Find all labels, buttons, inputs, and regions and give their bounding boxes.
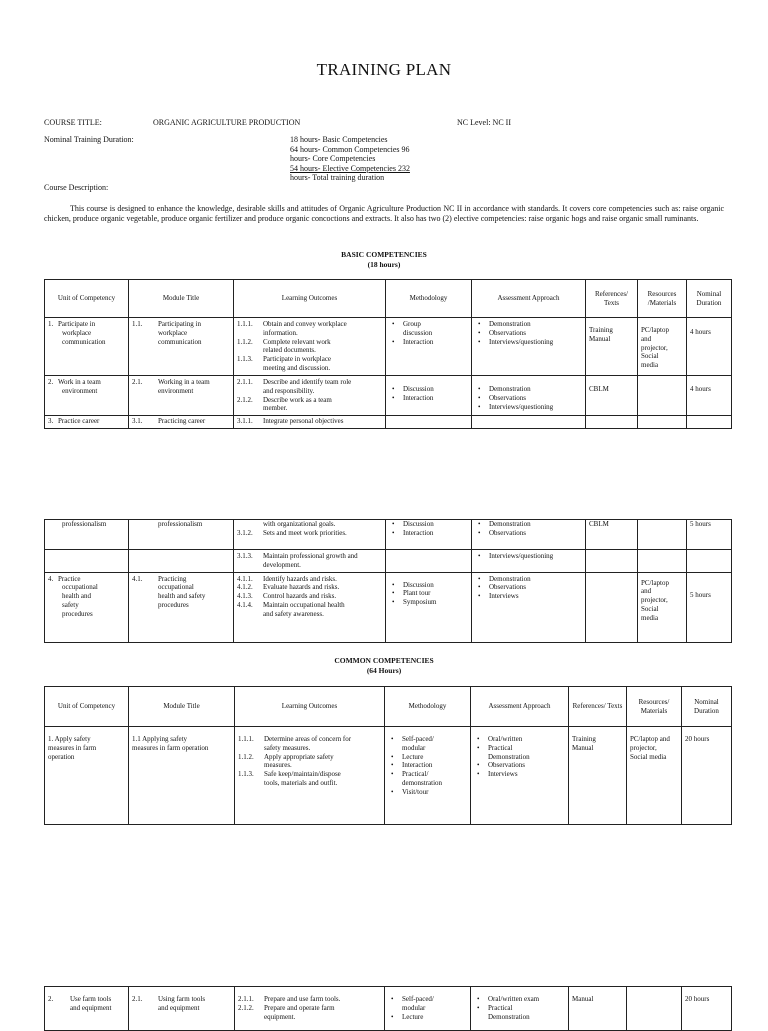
duration-cell: 4 hours (687, 318, 732, 376)
bullet-item: • Interaction (389, 338, 468, 347)
bullet-item: • Interviews (475, 592, 582, 601)
module-cell: 1.1. Participating in workplace communication (129, 318, 234, 376)
bullet-item: • Interviews/questioning (475, 552, 582, 561)
methodology-cell: • Self-paced/ modular • Lecture • Interaction • Practical/ demonstration • Visit/tour (385, 727, 471, 825)
common-competencies-heading: COMMON COMPETENCIES (334, 656, 434, 665)
col-header-unit: Unit of Competency (45, 280, 129, 318)
outcomes-cell: 1.1.1. Determine areas of concern for safety measures. 1.1.2. Apply appropriate safety measures. 1.1.3. Safe keep/maintain/dispose tools, materials and outfit. (235, 727, 385, 825)
col-header-duration: Nominal Duration (682, 687, 732, 727)
col-header-methodology: Methodology (386, 280, 472, 318)
bullet-item: • Observations (474, 761, 565, 770)
duration-cell: 5 hours (687, 572, 732, 642)
duration-lines (290, 135, 410, 183)
empty-cell (638, 550, 687, 573)
table-row (45, 572, 732, 642)
bullet-item: • Interaction (389, 394, 468, 403)
basic-competencies-hours: (18 hours) (367, 260, 401, 269)
outcomes-cell: 2.1.1. Describe and identify team role and responsibility. 2.1.2. Describe work as a team member. (234, 376, 386, 416)
bullet-item: • Practical (474, 1004, 565, 1013)
bullet-item: • Discussion (389, 520, 468, 529)
bullet-item: • Lecture (388, 1013, 467, 1022)
col-header-module: Module Title (129, 687, 235, 727)
module-cell: professionalism (129, 520, 234, 550)
unit-cell: 4. Practice occupational health and safety procedures (45, 572, 129, 642)
table-row (45, 376, 732, 416)
table-row (45, 550, 732, 573)
common-competencies-table-continued (44, 986, 732, 1031)
bullet-item: • Self-paced/ (388, 995, 467, 1004)
unit-cell: 1. Participate in workplace communication (45, 318, 129, 376)
course-title-value: ORGANIC AGRICULTURE PRODUCTION (153, 118, 301, 127)
methodology-cell (386, 376, 472, 416)
duration-line: 18 hours- Basic Competencies (290, 135, 388, 144)
outcomes-cell: with organizational goals. 3.1.2. Sets and meet work priorities. (234, 520, 386, 550)
bullet-item: • Observations (475, 394, 582, 403)
table-row (45, 727, 732, 825)
course-description: This course is designed to enhance the knowledge, desirable skills and attitudes of Organic Agriculture Production NC II in accordance with standards. It covers core competencies such as: raise organic chicken, produce organic vegetable, produce organic fertilizer and produce organic concoctions and extracts. It also has two (2) elective competencies: raise organic hogs and raise organic small ruminants. (44, 204, 724, 223)
duration-cell: 4 hours (687, 376, 732, 416)
resources-cell: PC/laptop and projector, Social media (627, 727, 682, 825)
unit-cell: 2. Work in a team environment (45, 376, 129, 416)
empty-cell (586, 572, 638, 642)
module-cell: 3.1. Practicing career (129, 416, 234, 429)
empty-cell (386, 550, 472, 573)
module-cell: 1.1 Applying safety measures in farm operation (129, 727, 235, 825)
empty-cell (586, 550, 638, 573)
col-header-assessment: Assessment Approach (471, 687, 569, 727)
empty-cell (687, 416, 732, 429)
bullet-item: • Interviews (474, 770, 565, 779)
basic-competencies-table-continued (44, 519, 732, 643)
references-cell: CBLM (586, 376, 638, 416)
resources-cell (638, 520, 687, 550)
empty-cell (687, 550, 732, 573)
empty-cell (45, 550, 129, 573)
table-header-row (45, 687, 732, 727)
bullet-item: • Demonstration (475, 320, 582, 329)
table-row (45, 416, 732, 429)
bullet-item: • Practical (474, 744, 565, 753)
unit-cell: professionalism (45, 520, 129, 550)
unit-cell: 1. Apply safety measures in farm operation (45, 727, 129, 825)
basic-competencies-heading: BASIC COMPETENCIES (341, 250, 427, 259)
bullet-item: • Discussion (389, 385, 468, 394)
bullet-item: • Lecture (388, 753, 467, 762)
col-header-assessment: Assessment Approach (472, 280, 586, 318)
bullet-item: • Observations (475, 583, 582, 592)
empty-cell (472, 416, 586, 429)
outcomes-cell: 2.1.1. Prepare and use farm tools. 2.1.2. Prepare and operate farm equipment. (235, 987, 385, 1031)
col-header-outcomes: Learning Outcomes (234, 280, 386, 318)
bullet-item: • Oral/written (474, 735, 565, 744)
duration-cell: 20 hours (682, 727, 732, 825)
table-row (45, 520, 732, 550)
bullet-item: • Interaction (389, 529, 468, 538)
nc-level: NC Level: NC II (457, 118, 511, 127)
bullet-item: • Demonstration (475, 385, 582, 394)
bullet-item: • Visit/tour (388, 788, 467, 797)
duration-cell: 5 hours (687, 520, 732, 550)
bullet-item: • Self-paced/ (388, 735, 467, 744)
duration-line: 64 hours- Common Competencies 96 (290, 144, 410, 154)
references-cell: Manual (569, 987, 627, 1031)
bullet-item: • Interviews/questioning (475, 338, 582, 347)
col-header-module: Module Title (129, 280, 234, 318)
common-competencies-hours: (64 Hours) (366, 666, 402, 675)
col-header-methodology: Methodology (385, 687, 471, 727)
duration-line: 54 hours- Elective Competencies 232 (290, 163, 410, 173)
table-header-row (45, 280, 732, 318)
module-cell: 4.1. Practicing occupational health and safety procedures (129, 572, 234, 642)
resources-cell: PC/laptop and projector, Social media (638, 572, 687, 642)
unit-cell: 3. Practice career (45, 416, 129, 429)
methodology-cell: • Self-paced/ modular • Lecture (385, 987, 471, 1031)
assessment-cell (472, 376, 586, 416)
references-cell: CBLM (586, 520, 638, 550)
methodology-cell: • Group discussion • Interaction (386, 318, 472, 376)
duration-line: hours- Total training duration (290, 173, 385, 182)
bullet-item: • Observations (475, 529, 582, 538)
bullet-item: • Discussion (389, 581, 468, 590)
bullet-item: • Interaction (388, 761, 467, 770)
resources-cell: PC/laptop and projector, Social media (638, 318, 687, 376)
basic-competencies-table (44, 279, 732, 429)
col-header-references: References/ Texts (569, 687, 627, 727)
course-title-label: COURSE TITLE: (44, 118, 102, 127)
outcomes-cell: 4.1.1. Identify hazards and risks. 4.1.2. Evaluate hazards and risks. 4.1.3. Control hazards and risks. 4.1.4. Maintain occupational health and safety awareness. (234, 572, 386, 642)
col-header-unit: Unit of Competency (45, 687, 129, 727)
bullet-item: • Demonstration (475, 575, 582, 584)
assessment-cell (472, 520, 586, 550)
unit-cell: 2. Use farm tools and equipment (45, 987, 129, 1031)
table-row (45, 318, 732, 376)
common-competencies-table (44, 686, 732, 825)
references-cell: Training Manual (586, 318, 638, 376)
duration-line: hours- Core Competencies (290, 154, 376, 163)
references-cell: Training Manual (569, 727, 627, 825)
empty-cell (638, 416, 687, 429)
module-cell: 2.1. Working in a team environment (129, 376, 234, 416)
assessment-cell (472, 572, 586, 642)
assessment-cell: • Oral/written • Practical Demonstration • Observations • Interviews (471, 727, 569, 825)
outcomes-cell: 1.1.1. Obtain and convey workplace information. 1.1.2. Complete relevant work related documents. 1.1.3. Participate in workplace meeting and discussion. (234, 318, 386, 376)
bullet-item: • Demonstration (475, 520, 582, 529)
empty-cell (386, 416, 472, 429)
bullet-item: • Group (389, 320, 468, 329)
module-cell: 2.1. Using farm tools and equipment (129, 987, 235, 1031)
methodology-cell (386, 520, 472, 550)
col-header-resources: Resources /Materials (638, 280, 687, 318)
empty-cell (586, 416, 638, 429)
bullet-item: • Oral/written exam (474, 995, 565, 1004)
duration-cell: 20 hours (682, 987, 732, 1031)
bullet-item: • Practical/ (388, 770, 467, 779)
nominal-training-duration-label: Nominal Training Duration: (44, 135, 134, 144)
assessment-cell (472, 550, 586, 573)
outcomes-cell: 3.1.3. Maintain professional growth and development. (234, 550, 386, 573)
col-header-outcomes: Learning Outcomes (235, 687, 385, 727)
assessment-cell (472, 318, 586, 376)
assessment-cell: • Oral/written exam • Practical Demonstration (471, 987, 569, 1031)
bullet-item: • Interviews/questioning (475, 403, 582, 412)
col-header-references: References/ Texts (586, 280, 638, 318)
empty-cell (129, 550, 234, 573)
page-title: TRAINING PLAN (316, 60, 452, 79)
bullet-item: • Observations (475, 329, 582, 338)
col-header-duration: Nominal Duration (687, 280, 732, 318)
bullet-item: • Symposium (389, 598, 468, 607)
resources-cell (638, 376, 687, 416)
bullet-item: • Plant tour (389, 589, 468, 598)
course-description-label: Course Description: (44, 183, 109, 192)
methodology-cell (386, 572, 472, 642)
col-header-resources: Resources/ Materials (627, 687, 682, 727)
outcomes-cell: 3.1.1. Integrate personal objectives (234, 416, 386, 429)
